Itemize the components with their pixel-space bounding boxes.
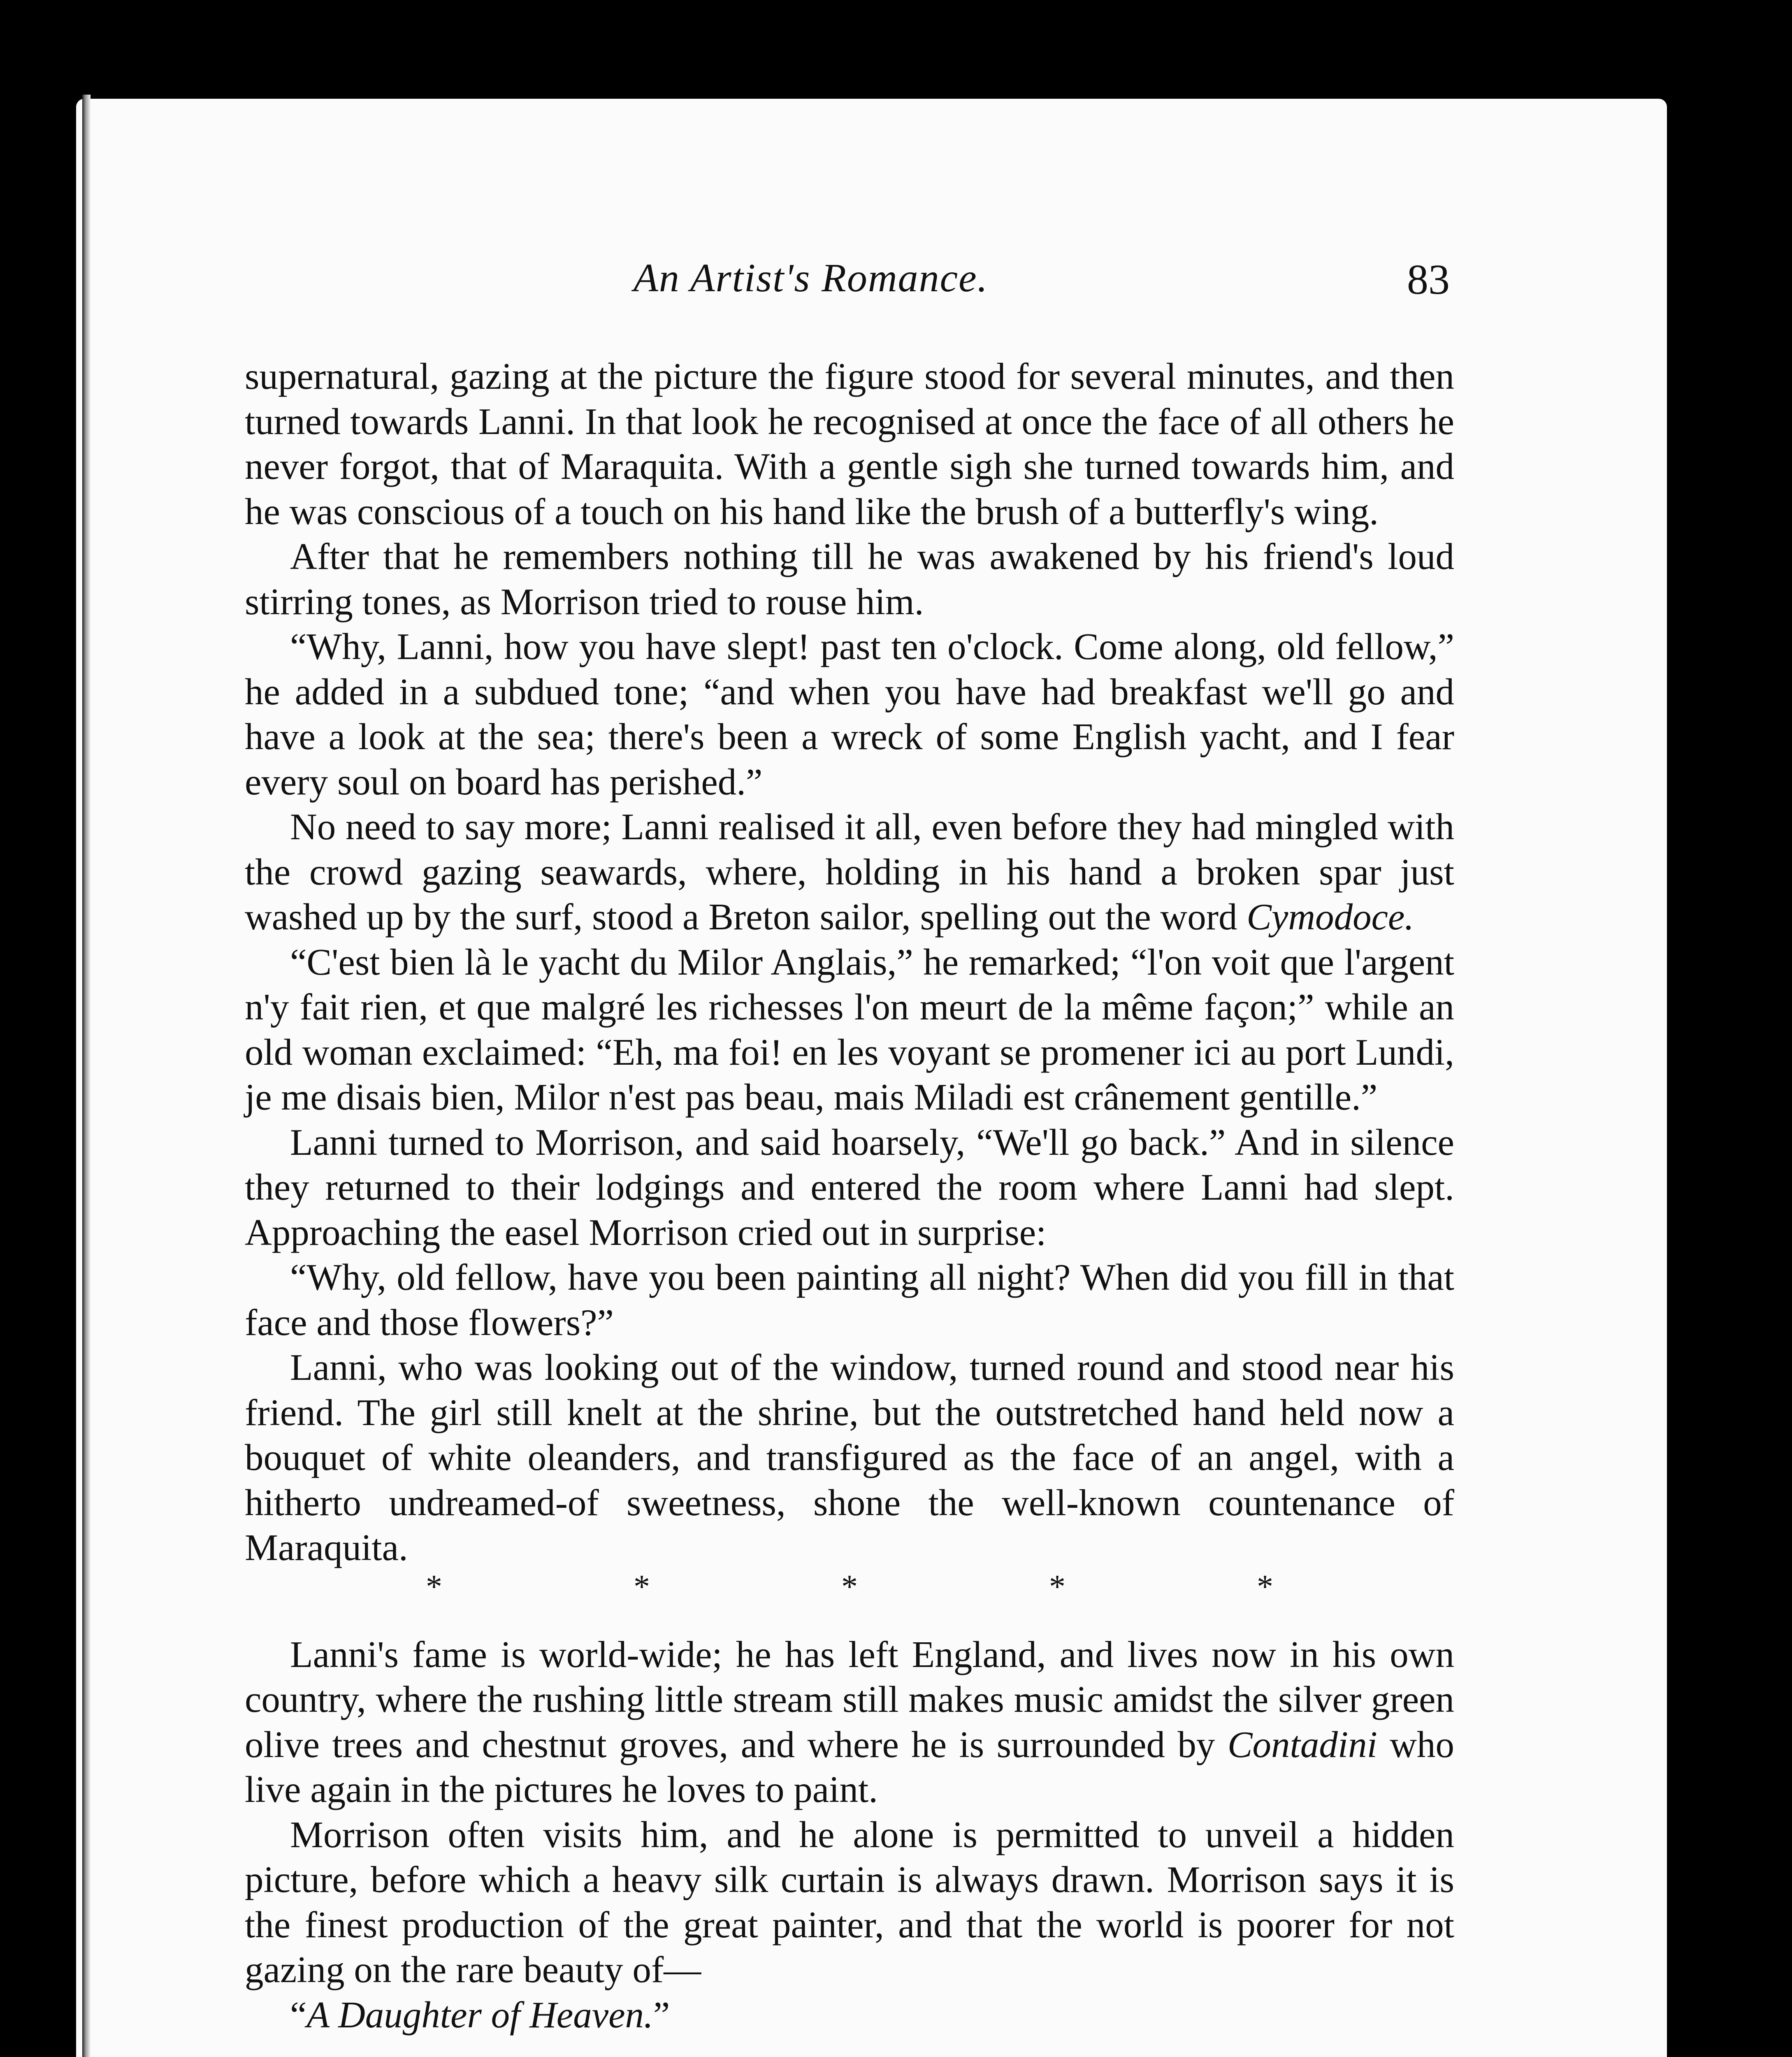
running-title: An Artist's Romance. [634, 256, 989, 300]
paragraph-2: After that he remembers nothing till he was awakened by his friend's loud stirring tones, as Morrison tried to rouse him. [245, 536, 1454, 622]
painting-title: A Daughter of Heaven. [306, 1994, 653, 2036]
section-break-stars [245, 1570, 1454, 1632]
section-break-star: * [426, 1568, 442, 1605]
paragraph-3: “Why, Lanni, how you have slept! past ten o'clock. Come along, old fellow,” he added in a subdued tone; “and when you have had breakfast we'll go and have a look at the sea; there's been a wreck of some English yacht, and I fear every soul on board has perished.” [245, 626, 1454, 803]
paragraph-7: “Why, old fellow, have you been painting all night? When did you fill in that face and those flowers?” [245, 1256, 1454, 1343]
open-quote: “ [290, 1994, 307, 2036]
section-break-star: * [1049, 1568, 1065, 1605]
section-break-star: * [841, 1568, 858, 1605]
paragraph-4-text: No need to say more; Lanni realised it all, even before they had mingled with the crowd gazing seawards, where, holding in his hand a broken spar just washed up by the surf, stood a Breton sailor, spelling out the word [245, 806, 1454, 938]
page-number: 83 [1407, 256, 1450, 303]
paragraph-4 [245, 804, 1454, 940]
paragraph-9 [245, 1632, 1454, 1812]
section-break-star: * [634, 1568, 650, 1605]
paragraph-9-text-a: Lanni's fame is world-wide; he has left England, and lives now in his own country, where the rushing little stream still makes music amidst the silver green olive trees and chestnut groves, and where he is surrounded by [245, 1633, 1454, 1765]
paragraph-6: Lanni turned to Morrison, and said hoarsely, “We'll go back.” And in silence they returned to their lodgings and entered the room where Lanni had slept. Approaching the easel Morrison cried out in surprise: [245, 1121, 1454, 1253]
final-title-line [245, 1992, 1454, 2038]
paragraph-10: Morrison often visits him, and he alone is permitted to unveil a hidden picture, before which a heavy silk curtain is always drawn. Morrison says it is the finest production of the great painter, and that the world is poorer for not gazing on the rare beauty of— [245, 1813, 1454, 1990]
page-header [0, 255, 1792, 321]
paragraph-5: “C'est bien là le yacht du Milor Anglais,” he remarked; “l'on voit que l'argent n'y fait rien, et que malgré les richesses l'on meurt de la même façon;” while an old woman exclaimed: “Eh, ma foi! en les voyant se promener ici au port Lundi, je me disais bien, Milor n'est pas beau, mais Miladi est crânement gentille.” [245, 941, 1454, 1118]
page-gutter-edge [82, 95, 91, 2057]
paragraph-9-text-b: who live again in the pictures he loves to paint. [245, 1723, 1455, 1810]
paragraph-8: Lanni, who was looking out of the window, turned round and stood near his friend. The girl still knelt at the shrine, but the outstretched hand held now a bouquet of white oleanders, and transfigured as the face of an angel, with a hitherto undreamed-of sweetness, shone the well-known countenance of Maraquita. [245, 1347, 1454, 1568]
contadini-word: Contadini [1227, 1723, 1377, 1765]
ship-name: Cymodoce. [1247, 896, 1414, 938]
close-quote: ” [653, 1994, 670, 2036]
paragraph-1: supernatural, gazing at the picture the figure stood for several minutes, and then turned towards Lanni. In that look he recognised at once the face of all others he never forgot, that of Maraquita. With a gentle sigh she turned towards him, and he was conscious of a touch on his hand like the brush of a butterfly's wing. [245, 355, 1454, 532]
body-text [245, 354, 1454, 2037]
section-break-star: * [1257, 1568, 1273, 1605]
